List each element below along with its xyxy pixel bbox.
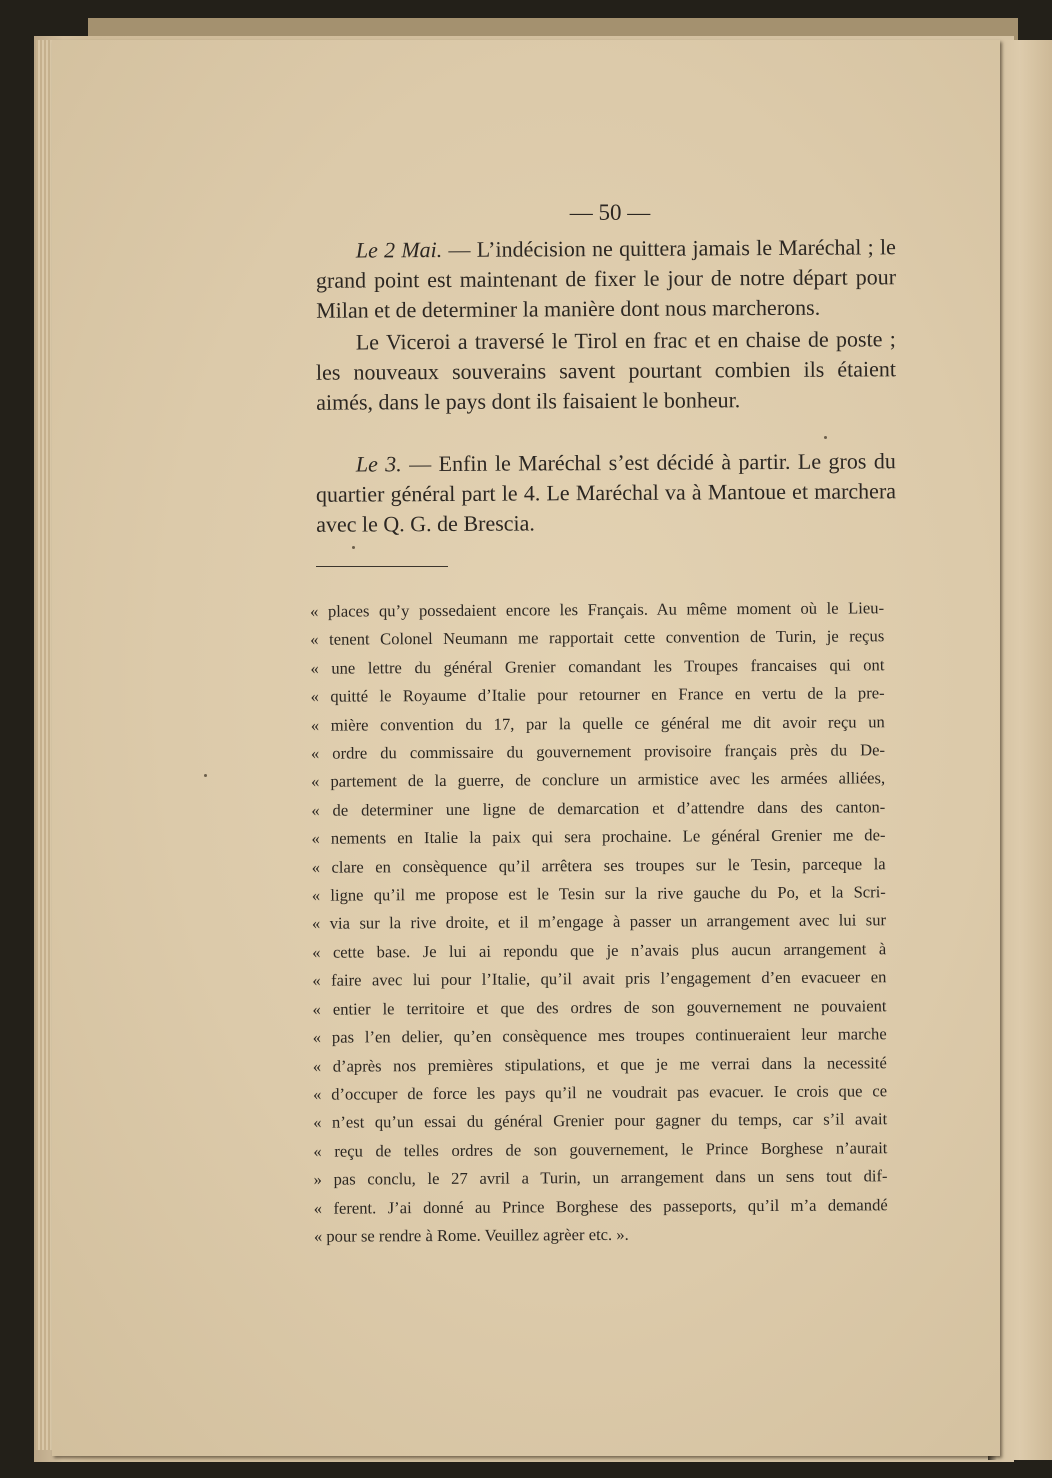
footnote [310, 594, 888, 1251]
paper-speck [824, 436, 827, 439]
entry-viceroi [316, 324, 897, 418]
footnote-line: « ligne qu’il me propose est le Tesin sur la rive gauche du Po, et la Scri- [311, 882, 886, 905]
entry-2-mai [316, 232, 897, 326]
entry-date: Le 3. [355, 451, 402, 477]
footnote-line: « d’occuper de force les pays qu’il ne voudrait pas evacuer. Ie crois que ce [312, 1081, 888, 1104]
footnote-line: « via sur la rive droite, et il m’engage à passer un arrangement avec lui sur [311, 910, 887, 934]
entry-date: Le 2 Mai. [355, 237, 443, 263]
page-number: — 50 — [569, 200, 651, 225]
footnote-line: « quitté le Royaume d’Italie pour retourner en France en vertu de la pre- [310, 683, 885, 706]
entry-3 [316, 446, 897, 540]
footnote-line: « places qu’y possedaient encore les Français. Au même moment où le Lieu- [310, 598, 885, 621]
footnote-line: « reçu de telles ordres de son gouvernement, le Prince Borghese n’aurait [313, 1137, 888, 1161]
footnote-line: « partement de la guerre, de conclure un armistice avec les armées alliées, [311, 768, 886, 792]
entry-text: Le Viceroi a traversé le Tirol en frac et en chaise de poste ; les nouveaux souverains savent pourtant combien ils étaient aimés, dans le pays dont ils faisaient le bonheur. [315, 326, 897, 415]
paper-speck [204, 774, 207, 777]
footnote-line: « entier le territoire et que des ordres de son gouvernement ne pouvaient [312, 995, 887, 1019]
footnote-line: » pas conclu, le 27 avril a Turin, un arrangement dans un sens tout dif- [313, 1166, 888, 1189]
footnote-line: « ferent. J’ai donné au Prince Borghese des passeports, qu’il m’a demandé [313, 1194, 888, 1218]
footnote-line: « de determiner une ligne de demarcation et d’attendre dans des canton- [311, 797, 886, 820]
footnote-line: « clare en consèquence qu’il arrêtera ses troupes sur le Tesin, parceque la [311, 853, 886, 877]
footnote-line: « faire avec lui pour l’Italie, qu’il avait pris l’engagement d’en evacueer en [312, 967, 887, 991]
footnote-line: « pour se rendre à Rome. Veuillez agrèer etc. ». [313, 1224, 629, 1246]
footnote-line: « pas l’en delier, qu’en consèquence mes troupes continueraient leur marche [312, 1024, 887, 1047]
footnote-rule [316, 566, 448, 567]
paper-speck [352, 546, 355, 549]
entry-text: — Enfin le Maréchal s’est décidé à partir. Le gros du quartier général part le 4. Le Maréchal va à Mantoue et marchera avec le Q. G. de Brescia. [315, 448, 897, 537]
footnote-line: « tenent Colonel Neumann me rapportait cette convention de Turin, je reçus [310, 626, 885, 650]
footnote-line: « nements en Italie la paix qui sera prochaine. Le général Grenier me de- [311, 825, 886, 849]
footnote-line: « n’est qu’un essai du général Grenier pour gagner du temps, car s’il avait [313, 1109, 888, 1133]
footnote-line: « ordre du commissaire du gouvernement provisoire français près du De- [310, 740, 886, 763]
entry-text: — L’indécision ne quittera jamais le Maréchal ; le grand point est maintenant de fixer le jour de notre départ pour Milan et de determiner la manière dont nous marcherons. [315, 234, 897, 323]
footnote-line: « mière convention du 17, par la quelle ce général me dit avoir reçu un [310, 711, 885, 735]
footnote-line: « une lettre du général Grenier comandant les Troupes francaises qui ont [310, 655, 885, 678]
footnote-line: « cette base. Je lui ai repondu que je n’avais plus aucun arrangement à [312, 939, 887, 962]
footnote-line: « d’après nos premières stipulations, et que je me verrai dans la necessité [312, 1052, 887, 1076]
